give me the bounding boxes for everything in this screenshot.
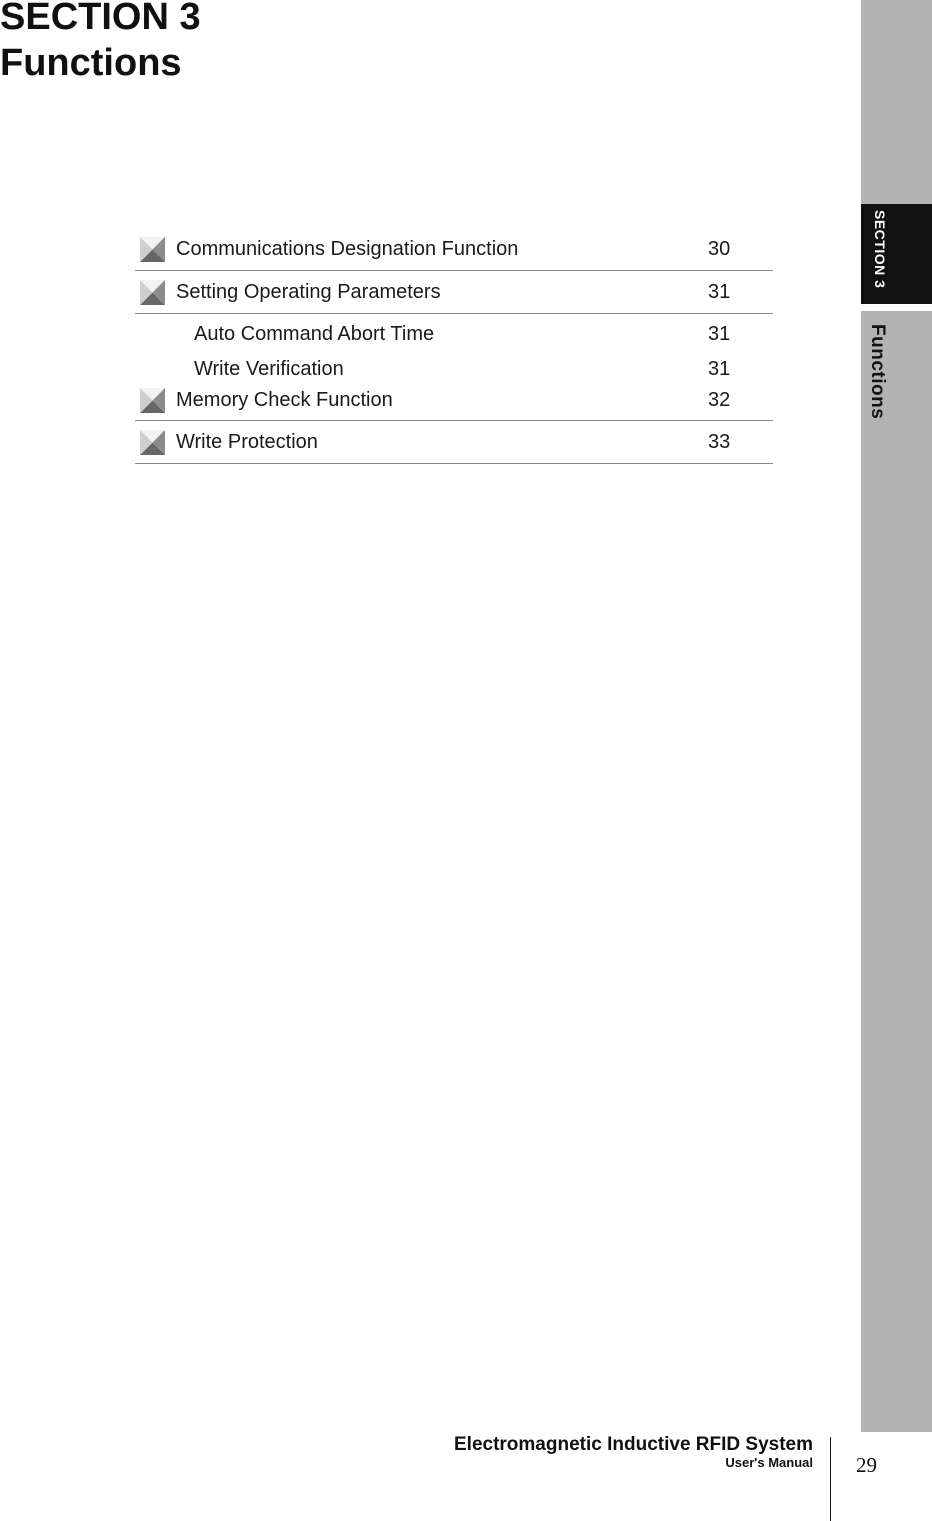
toc-label: Memory Check Function <box>176 389 393 411</box>
page-title <box>0 0 201 86</box>
footer-doc: User's Manual <box>725 1455 813 1470</box>
section-tab-label: SECTION 3 <box>872 210 888 289</box>
bullet-square-icon <box>140 430 165 455</box>
toc-page: 31 <box>708 281 731 303</box>
toc-item[interactable] <box>135 383 773 421</box>
footer-product: Electromagnetic Inductive RFID System <box>454 1434 813 1455</box>
bullet-square-icon <box>140 388 165 413</box>
section-heading: SECTION 3 <box>0 0 201 38</box>
toc-item[interactable] <box>135 228 773 271</box>
page-number: 29 <box>856 1453 877 1477</box>
side-divider <box>861 304 932 311</box>
section-title: Functions <box>0 42 182 84</box>
side-title: Functions <box>867 324 888 420</box>
toc-subitem[interactable] <box>135 314 773 352</box>
table-of-contents <box>135 228 773 464</box>
bullet-square-icon <box>140 237 165 262</box>
toc-label: Write Verification <box>194 358 344 380</box>
toc-page: 33 <box>708 431 731 453</box>
bullet-square-icon <box>140 280 165 305</box>
toc-label: Write Protection <box>176 431 318 453</box>
toc-page: 31 <box>708 323 731 345</box>
toc-label: Communications Designation Function <box>176 238 519 260</box>
footer-divider <box>830 1437 831 1521</box>
toc-item[interactable] <box>135 271 773 314</box>
toc-label: Setting Operating Parameters <box>176 281 441 303</box>
toc-subitem[interactable] <box>135 352 773 383</box>
toc-page: 32 <box>708 389 731 411</box>
toc-item[interactable] <box>135 421 773 464</box>
toc-page: 30 <box>708 238 731 260</box>
toc-label: Auto Command Abort Time <box>194 323 435 345</box>
toc-page: 31 <box>708 358 731 380</box>
